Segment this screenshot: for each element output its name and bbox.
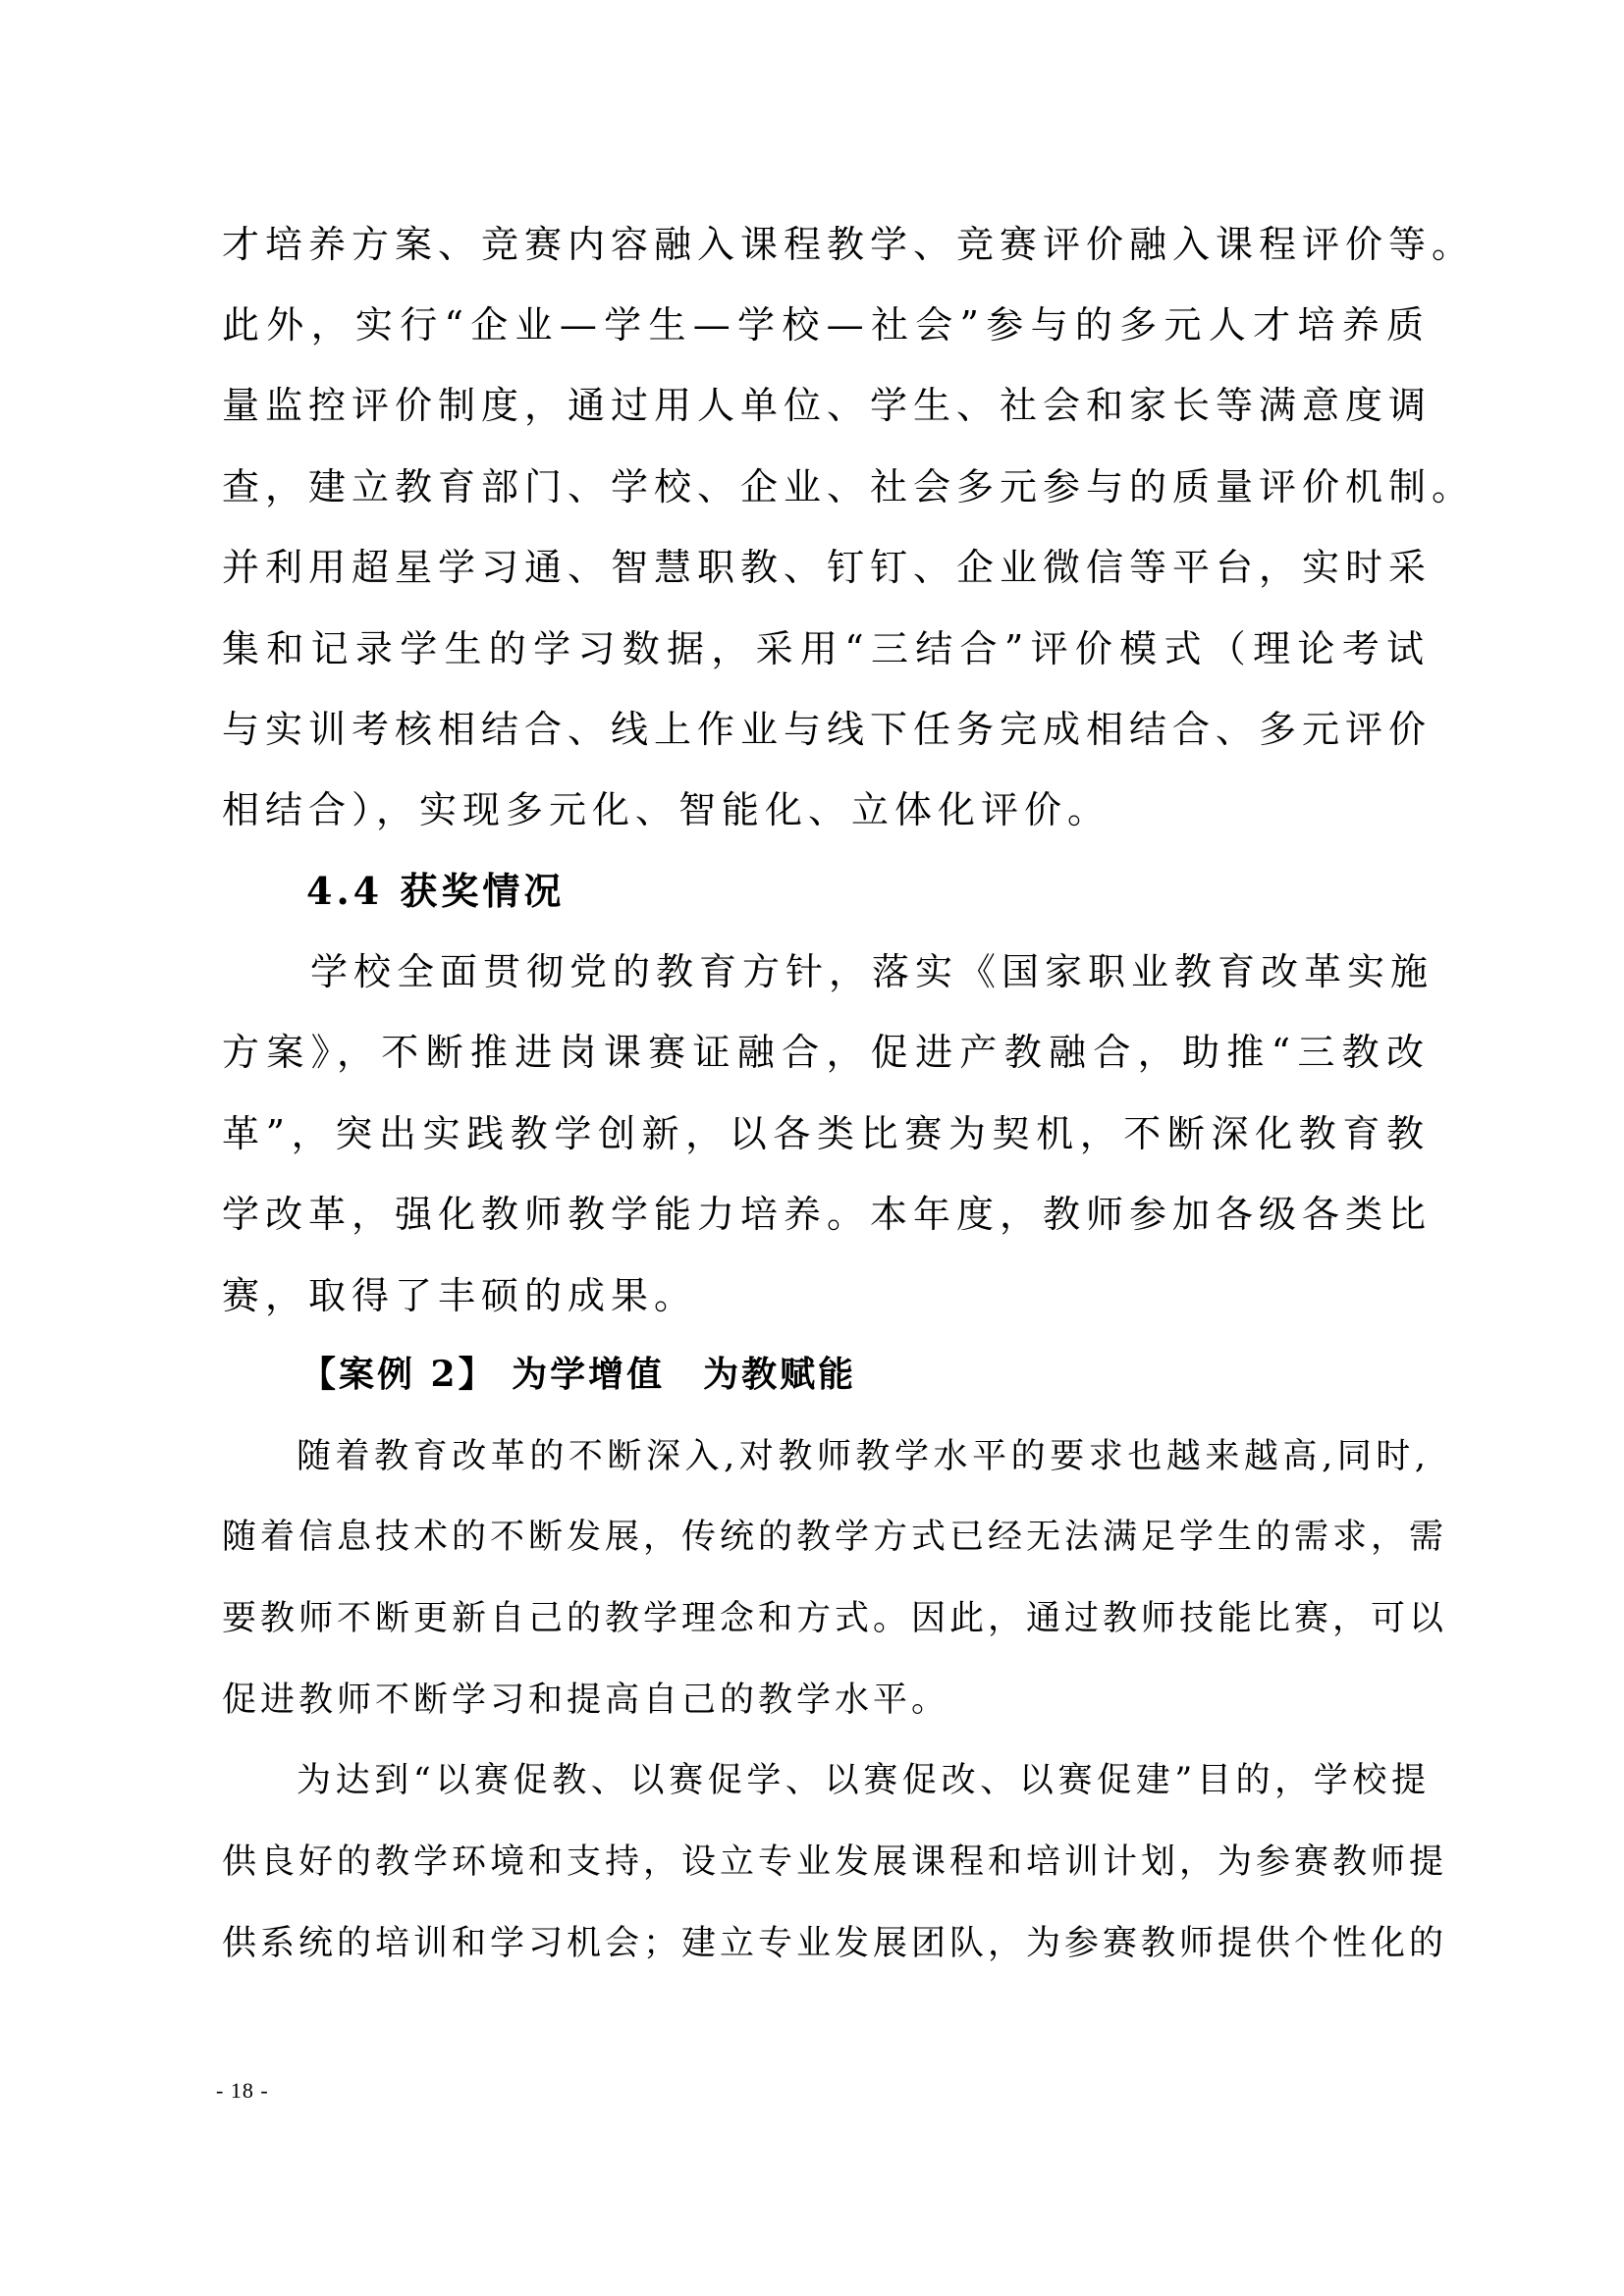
text-line: 学校全面贯彻党的教育方针，落实《国家职业教育改革实施	[310, 950, 1435, 993]
text-line: 促进教师不断学习和提高自己的教学水平。	[222, 1681, 950, 1720]
text-line: 才培养方案、竞赛内容融入课程教学、竞赛评价融入课程评价等。	[222, 223, 1476, 266]
text-line: 并利用超星学习通、智慧职教、钉钉、企业微信等平台，实时采	[222, 546, 1433, 589]
page-number: - 18 -	[216, 2078, 269, 2103]
text-line: 方案》，不断推进岗课赛证融合，促进产教融合，助推“三教改	[222, 1031, 1430, 1074]
text-line: 为达到“以赛促教、以赛促学、以赛促改、以赛促建”目的，学校提	[297, 1761, 1430, 1800]
text-line: 随着教育改革的不断深入,对教师教学水平的要求也越来越高,同时,	[297, 1437, 1430, 1476]
text-line: 相结合），实现多元化、智能化、立体化评价。	[222, 788, 1111, 831]
text-line: 此外，实行“企业—学生—学校—社会”参与的多元人才培养质	[222, 303, 1430, 347]
text-line: 赛，取得了丰硕的成果。	[222, 1274, 698, 1317]
text-line: 革”，突出实践教学创新，以各类比赛为契机，不断深化教育教	[222, 1112, 1430, 1155]
section-heading: 4.4 获奖情况	[306, 869, 566, 913]
text-line: 与实训考核相结合、线上作业与线下任务完成相结合、多元评价	[222, 708, 1433, 751]
text-line: 查，建立教育部门、学校、企业、社会多元参与的质量评价机制。	[222, 465, 1476, 508]
text-line: 要教师不断更新自己的教学理念和方式。因此，通过教师技能比赛，可以	[222, 1599, 1448, 1638]
text-line: 集和记录学生的学习数据，采用“三结合”评价模式（理论考试	[222, 627, 1430, 670]
text-line: 供系统的培训和学习机会；建立专业发展团队，为参赛教师提供个性化的	[222, 1924, 1448, 1963]
text-line: 供良好的教学环境和支持，设立专业发展课程和培训计划，为参赛教师提	[222, 1842, 1448, 1882]
text-line: 量监控评价制度，通过用人单位、学生、社会和家长等满意度调	[222, 384, 1433, 427]
case-heading: 【案例 2】 为学增值 为教赋能	[300, 1354, 857, 1395]
text-line: 随着信息技术的不断发展，传统的教学方式已经无法满足学生的需求，需	[222, 1518, 1448, 1557]
text-line: 学改革，强化教师教学能力培养。本年度，教师参加各级各类比	[222, 1193, 1433, 1236]
